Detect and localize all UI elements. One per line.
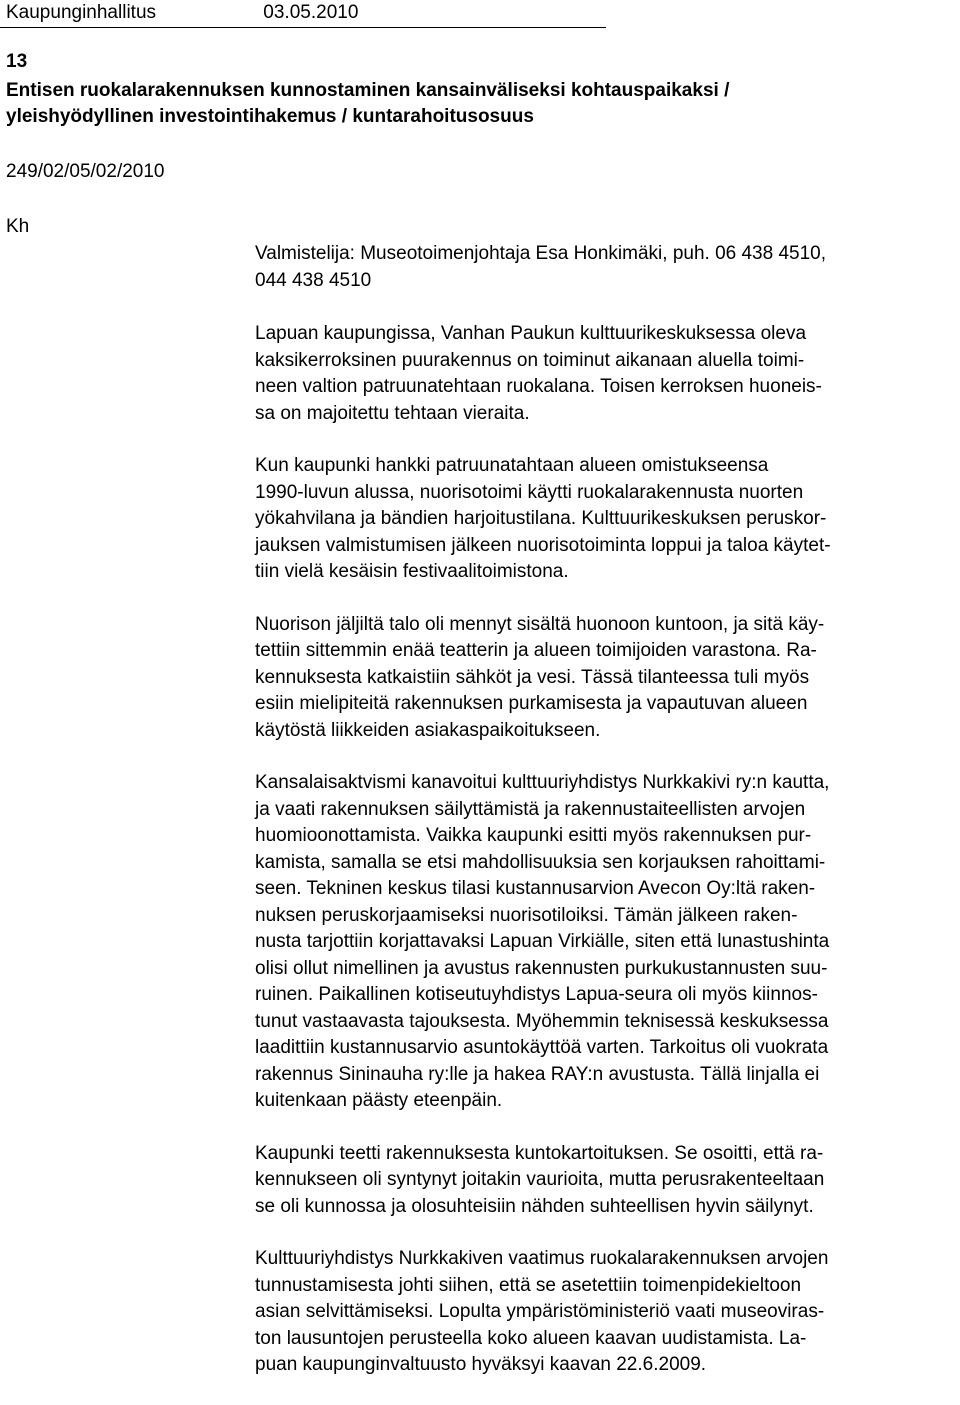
diary-number: 249/02/05/02/2010 — [6, 161, 165, 182]
paragraph-line: nusta tarjottiin korjattavaksi Lapuan Virkiälle, siten että lunastushinta — [255, 931, 830, 952]
paragraph-line: ton lausuntojen perusteella koko alueen kaavan uudistamista. La- — [255, 1327, 807, 1349]
paragraph-line: rakennus Sininauha ry:lle ja hakea RAY:n avustusta. Tällä linjalla ei — [255, 1063, 820, 1085]
item-title-line: yleishyödyllinen investointihakemus / kuntarahoitusosuus — [6, 106, 534, 127]
paragraph-line: kamista, samalla se etsi mahdollisuuksia sen korjauksen rahoittami- — [255, 851, 826, 873]
paragraph-line: yökahvilana ja bändien harjoitustilana. Kulttuurikeskuksen peruskor- — [255, 508, 827, 529]
paragraph-line: Nuorison jäljiltä talo oli mennyt sisältä huonoon kuntoon, ja sitä käy- — [255, 613, 825, 635]
item-title-line: Entisen ruokalarakennuksen kunnostaminen kansainväliseksi kohtauspaikaksi / — [6, 80, 730, 101]
paragraph-line: seen. Tekninen keskus tilasi kustannusarvion Avecon Oy:ltä raken- — [255, 878, 816, 899]
paragraph-line: tunnustamisesta johti siihen, että se asetettiin toimenpidekieltoon — [255, 1274, 802, 1296]
document-body — [255, 241, 955, 1405]
paragraph — [255, 321, 955, 427]
preparer-line: 044 438 4510 — [255, 269, 372, 291]
paragraph-line: 1990-luvun alussa, nuorisotoimi käytti ruokalarakennusta nuorten — [255, 481, 804, 503]
paragraph-line: neen valtion patruunatehtaan ruokalana. Toisen kerroksen huoneis- — [255, 376, 822, 397]
paragraph-line: tiin vielä kesäisin festivaalitoimistona. — [255, 561, 569, 582]
paragraph-line: Lapuan kaupungissa, Vanhan Paukun kulttuurikeskuksessa oleva — [255, 323, 807, 344]
paragraph — [255, 1141, 955, 1221]
paragraph-line: huomioonottamista. Vaikka kaupunki esitti myös rakennuksen pur- — [255, 825, 812, 846]
paragraph — [255, 770, 955, 1115]
paragraph-line: Kulttuuriyhdistys Nurkkakiven vaatimus ruokalarakennuksen arvojen — [255, 1248, 829, 1269]
paragraph-line: kennuksesta katkaistiin sähköt ja vesi. Tässä tilanteessa tuli myös — [255, 666, 810, 688]
paragraph-line: nuksen peruskorjaamiseksi nuorisotiloiksi. Tämän jälkeen raken- — [255, 904, 798, 926]
body-label: Kh — [6, 216, 30, 237]
paragraph-line: käytöstä liikkeiden asiakaspaikoitukseen. — [255, 719, 601, 741]
paragraph-line: tunut vastaavasta tajouksesta. Myöhemmin teknisessä keskuksessa — [255, 1010, 829, 1032]
paragraph-line: ja vaati rakennuksen säilyttämistä ja rakennustaiteellisten arvojen — [255, 798, 806, 820]
paragraph-line: esiin mielipiteitä rakennuksen purkamisesta ja vapautuvan alueen — [255, 693, 808, 714]
page-header — [6, 0, 358, 28]
paragraph-line: kennukseen oli syntynyt joitakin vaurioita, mutta perusrakenteeltaan — [255, 1169, 825, 1190]
paragraph-line: se oli kunnossa ja olosuhteisiin nähden suhteellisen hyvin säilynyt. — [255, 1195, 814, 1217]
paragraph-line: jauksen valmistumisen jälkeen nuorisotoiminta loppui ja taloa käytet- — [255, 534, 831, 556]
item-number: 13 — [6, 51, 28, 72]
paragraph-line: Kaupunki teetti rakennuksesta kuntokartoituksen. Se osoitti, että ra- — [255, 1142, 824, 1164]
paragraph — [255, 453, 955, 586]
paragraph-line: kuitenkaan päästy eteenpäin. — [255, 1090, 503, 1111]
paragraph-line: olisi ollut nimellinen ja avustus rakennusten purkukustannusten suu- — [255, 957, 828, 979]
paragraph — [255, 1246, 955, 1379]
paragraph-line: puan kaupunginvaltuusto hyväksyi kaavan 22.6.2009. — [255, 1354, 707, 1375]
preparer-info — [255, 241, 955, 294]
paragraph-line: kaksikerroksinen puurakennus on toiminut aikanaan aluella toimi- — [255, 349, 805, 371]
paragraph-line: tettiin sittemmin enää teatterin ja alueen toimijoiden varastona. Ra- — [255, 640, 817, 661]
paragraph-line: laadittiin kustannusarvio asuntokäyttöä varten. Tarkoitus oli vuokrata — [255, 1037, 829, 1058]
paragraph-line: sa on majoitettu tehtaan vieraita. — [255, 402, 530, 424]
paragraph-line: Kansalaisaktvismi kanavoitui kulttuuriyhdistys Nurkkakivi ry:n kautta, — [255, 772, 830, 793]
header-divider — [0, 27, 606, 28]
paragraph-line: ruinen. Paikallinen kotiseutuyhdistys Lapua-seura oli myös kiinnos- — [255, 984, 818, 1005]
paragraph-line: asian selvittämiseksi. Lopulta ympäristöministeriö vaati museoviras- — [255, 1301, 825, 1322]
paragraph-line: Kun kaupunki hankki patruunatahtaan alueen omistukseensa — [255, 455, 769, 476]
item-title — [6, 78, 936, 130]
preparer-line: Valmistelija: Museotoimenjohtaja Esa Honkimäki, puh. 06 438 4510, — [255, 243, 827, 264]
meeting-date: 03.05.2010 — [263, 2, 359, 23]
committee-name: Kaupunginhallitus — [6, 2, 157, 23]
paragraph — [255, 612, 955, 745]
